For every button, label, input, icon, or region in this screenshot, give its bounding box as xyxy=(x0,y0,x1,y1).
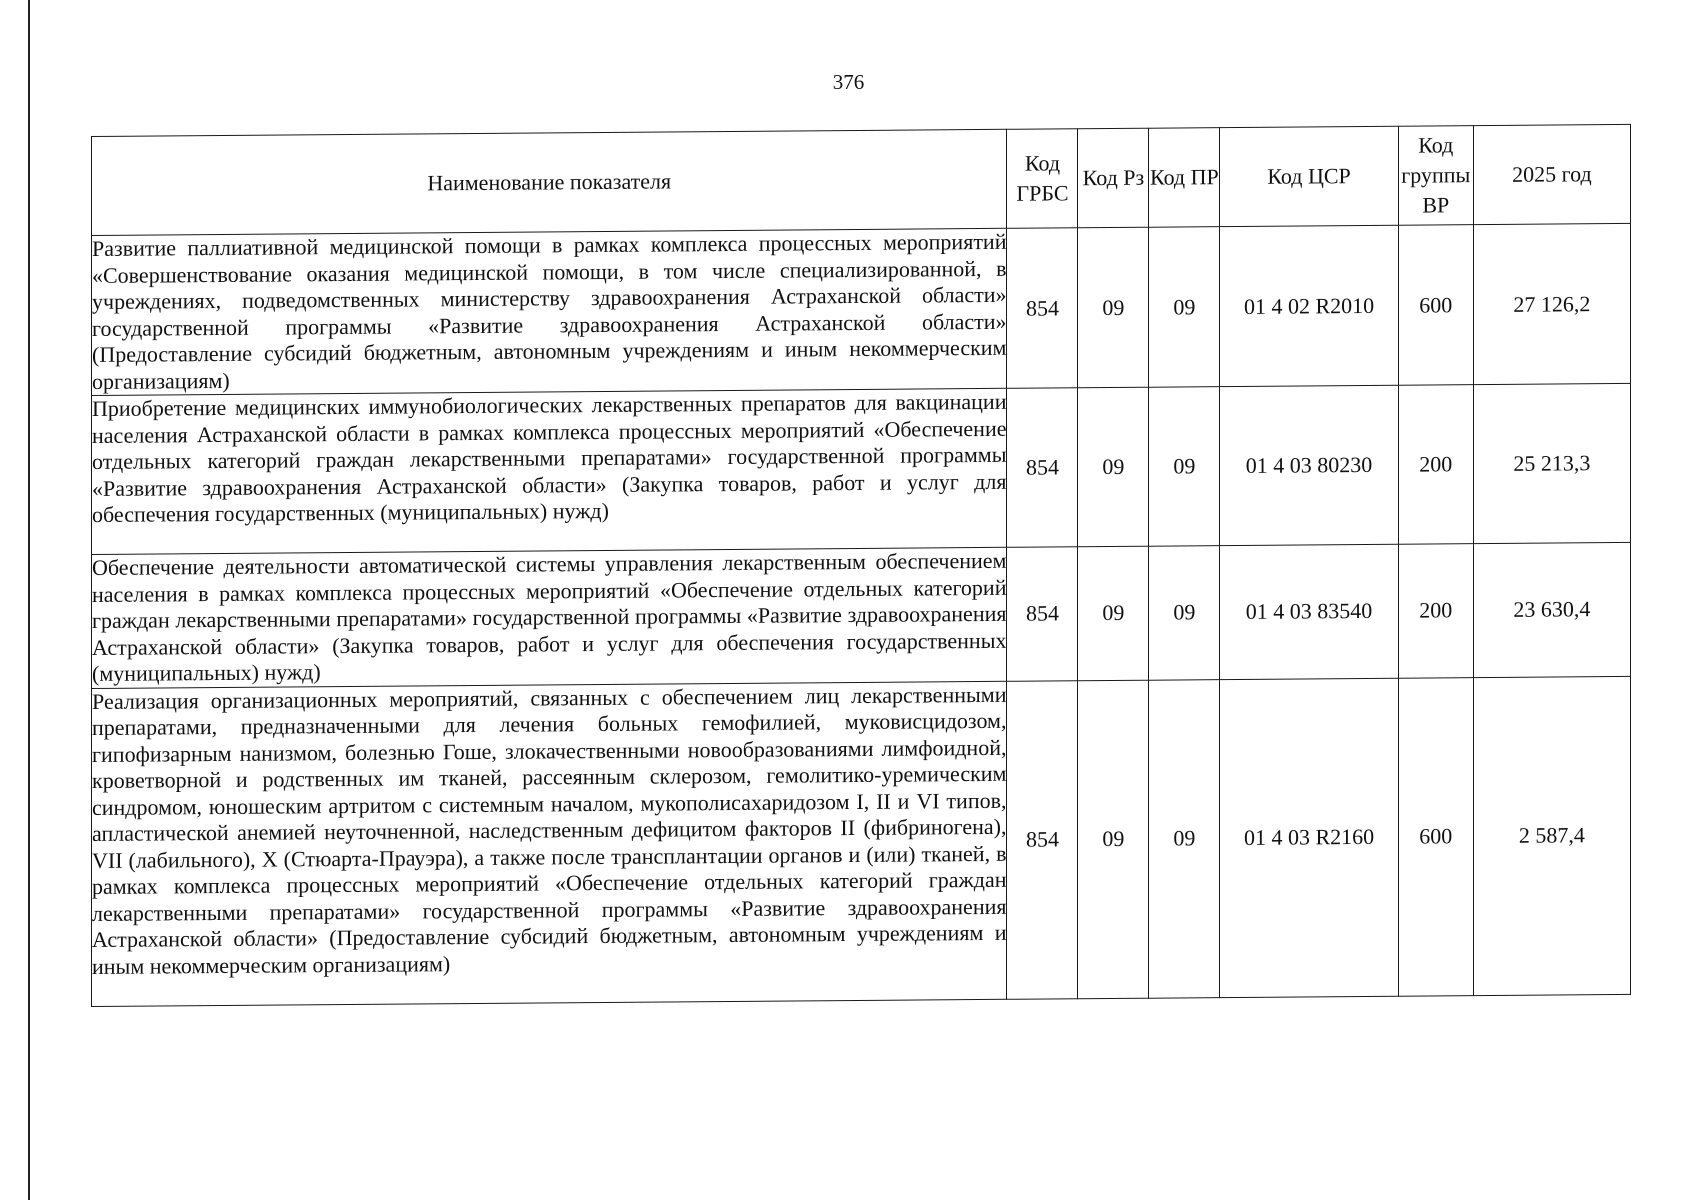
row-vr-code: 200 xyxy=(1398,544,1473,678)
row-rz-code: 09 xyxy=(1078,546,1149,680)
row-amount-2025: 2 587,4 xyxy=(1473,676,1630,995)
row-rz-code: 09 xyxy=(1078,387,1149,547)
scan-margin-line xyxy=(28,0,30,1200)
row-csr-code: 01 4 03 R2160 xyxy=(1220,678,1398,997)
row-grbs-code: 854 xyxy=(1007,547,1078,681)
row-indicator-name: Приобретение медицинских иммунобиологических лекарственных препаратов для вакцинации населения Астраханской области в рамках комплекса процессных мероприятий «Обеспечение отдельных категорий граждан лекарственными препаратами» государственной программы «Развитие здравоохранения Астраханской области» (Закупка товаров, работ и услуг для обеспечения государственных (муниципальных) нужд) xyxy=(92,388,1007,554)
row-csr-code: 01 4 03 83540 xyxy=(1220,544,1398,679)
row-pr-code: 09 xyxy=(1149,679,1220,998)
row-indicator-name: Развитие паллиативной медицинской помощи в рамках комплекса процессных мероприятий «Совершенствование оказания медицинской помощи, в том числе специализированной, в учреждениях, подведомственных министерству здравоохранения Астраханской области» государственной программы «Развитие здравоохранения Астраханской области» (Предоставление субсидий бюджетным, автономным учреждениям и иным некоммерческим организациям) xyxy=(92,228,1007,395)
row-grbs-code: 854 xyxy=(1007,228,1078,389)
row-pr-code: 09 xyxy=(1149,227,1220,388)
header-grbs-code: Код ГРБС xyxy=(1007,129,1078,229)
header-indicator-name: Наименование показателя xyxy=(92,129,1007,235)
table-row xyxy=(92,676,1631,1006)
header-csr-code: Код ЦСР xyxy=(1220,126,1398,226)
row-grbs-code: 854 xyxy=(1007,388,1078,548)
row-vr-code: 600 xyxy=(1398,677,1473,996)
header-pr-code: Код ПР xyxy=(1149,128,1220,228)
row-rz-code: 09 xyxy=(1078,227,1149,388)
table-row xyxy=(92,383,1631,554)
row-rz-code: 09 xyxy=(1078,680,1149,999)
row-pr-code: 09 xyxy=(1149,387,1220,547)
header-year-2025: 2025 год xyxy=(1473,124,1630,224)
row-vr-code: 600 xyxy=(1398,225,1473,386)
row-indicator-name: Реализация организационных мероприятий, связанных с обеспечением лиц лекарственными препаратами, предназначенными для лечения больных гемофилией, муковисцидозом, гипофизарным нанизмом, болезнью Гоше, злокачественными новообразованиями лимфоидной, кроветворной и родственных им тканей, рассеянным склерозом, гемолитико-уремическим синдромом, юношеским артритом с системным началом, мукополисахаридозом I, II и VI типов, апластической анемией неуточненной, наследственным дефицитом факторов II (фибриногена), VII (лабильного), X (Стюарта-Прауэра), а также после трансплантации органов и (или) тканей, в рамках комплекса процессных мероприятий «Обеспечение отдельных категорий граждан лекарственными препаратами» государственной программы «Развитие здравоохранения Астраханской области» (Предоставление субсидий бюджетным, автономным учреждениям и иным некоммерческим организациям) xyxy=(92,681,1007,1006)
budget-table xyxy=(91,124,1631,1007)
header-rz-code: Код Рз xyxy=(1078,128,1149,228)
header-vr-code: Код группы ВР xyxy=(1398,126,1473,226)
budget-sheet xyxy=(91,124,1631,1007)
table-row xyxy=(92,542,1631,688)
row-vr-code: 200 xyxy=(1398,385,1473,545)
row-csr-code: 01 4 02 R2010 xyxy=(1220,225,1398,386)
row-pr-code: 09 xyxy=(1149,546,1220,680)
page-number: 376 xyxy=(832,70,865,94)
row-amount-2025: 23 630,4 xyxy=(1473,542,1630,677)
row-grbs-code: 854 xyxy=(1007,680,1078,999)
row-csr-code: 01 4 03 80230 xyxy=(1220,385,1398,545)
row-amount-2025: 25 213,3 xyxy=(1473,383,1630,543)
row-amount-2025: 27 126,2 xyxy=(1473,223,1630,384)
table-row xyxy=(92,223,1631,395)
row-indicator-name: Обеспечение деятельности автоматической системы управления лекарственным обеспечением населения в рамках комплекса процессных мероприятий «Обеспечение отдельных категорий граждан лекарственными препаратами» государственной программы «Развитие здравоохранения Астраханской области» (Закупка товаров, работ и услуг для обеспечения государственных (муниципальных) нужд) xyxy=(92,547,1007,688)
table-header-row xyxy=(92,124,1631,235)
